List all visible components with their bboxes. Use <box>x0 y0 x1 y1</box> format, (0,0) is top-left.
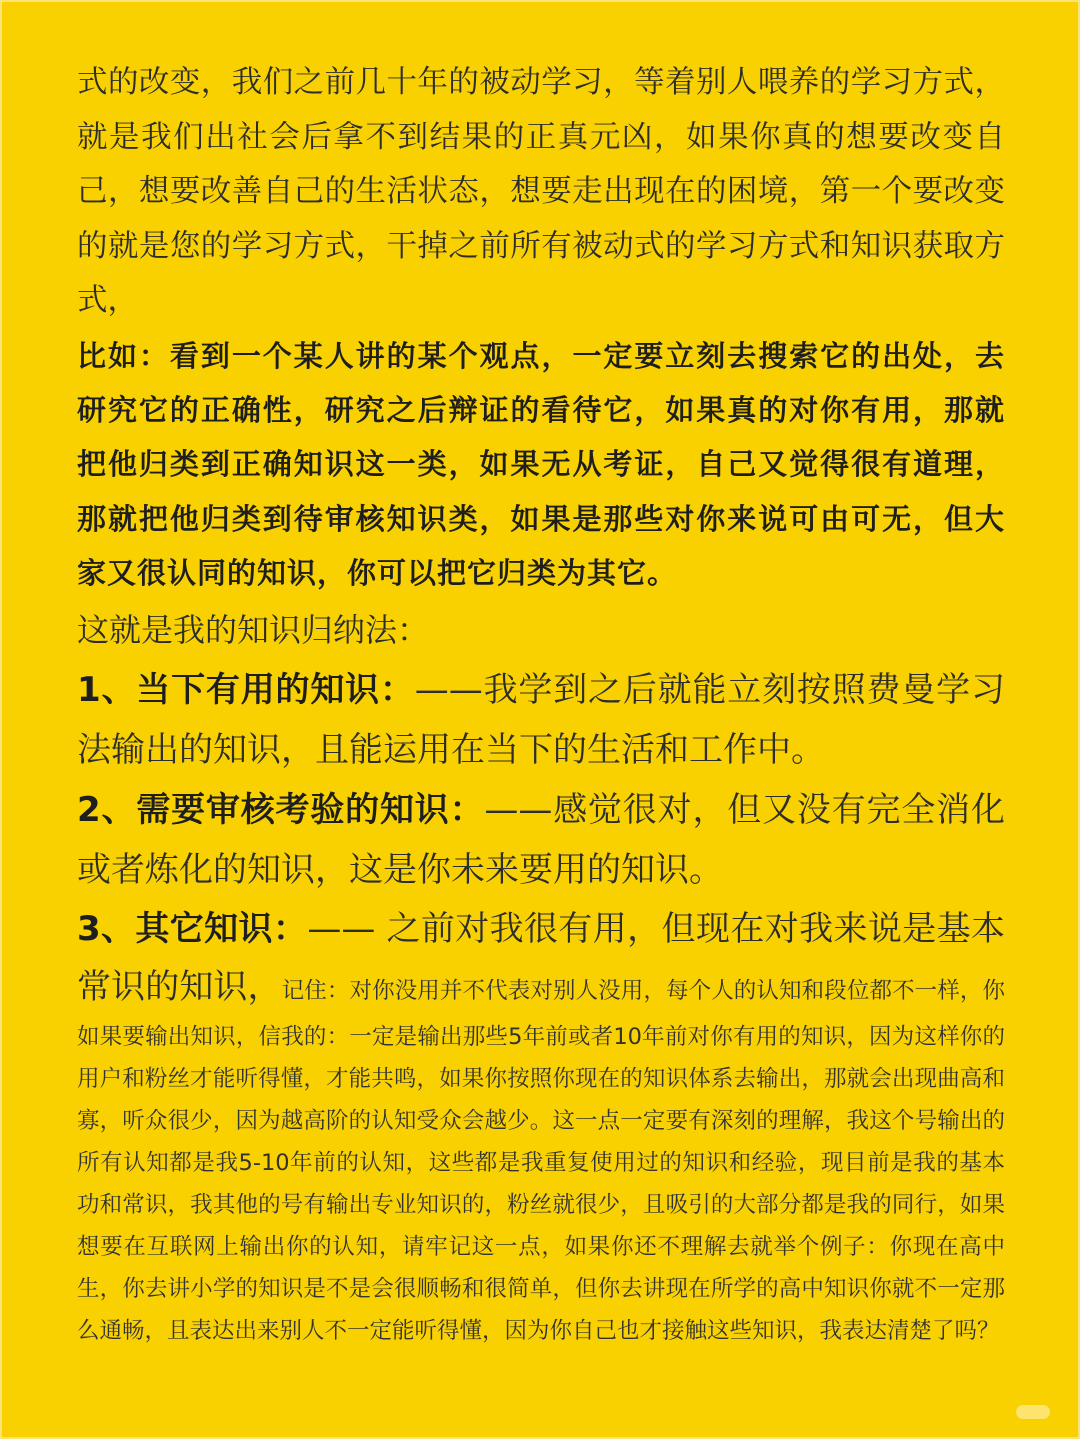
list-item-3-text: —— 之前对我很有用，但现在对我来说是基本常识的知识， <box>77 908 1005 1007</box>
list-item-1-label: 1、当下有用的知识： <box>77 669 415 710</box>
article-body <box>77 56 1005 1352</box>
list-item-1-text: ——我学到之后就能立刻按照费曼学习法输出的知识，且能运用在当下的生活和工作中。 <box>77 669 1005 770</box>
list-item-3-label: 3、其它知识： <box>77 908 308 949</box>
intro-paragraph: 式的改变，我们之前几十年的被动学习，等着别人喂养的学习方式，就是我们出社会后拿不到结果的正真元凶，如果你真的想要改变自己，想要改善自己的生活状态，想要走出现在的困境，第一个要改变的就是您的学习方式，干掉之前所有被动式的学习方式和知识获取方式， <box>77 65 1005 318</box>
list-item-2-label: 2、需要审核考验的知识： <box>77 789 485 830</box>
list-item-2 <box>77 780 1005 900</box>
example-paragraph: 比如：看到一个某人讲的某个观点，一定要立刻去搜索它的出处，去研究它的正确性，研究之后辩证的看待它，如果真的对你有用，那就把他归类到正确知识这一类，如果无从考证，自己又觉得很有道理，那就把他归类到待审核知识类，如果是那些对你来说可由可无，但大家又很认同的知识，你可以把它归类为其它。 <box>77 338 1005 591</box>
closing-paragraph: 记住：对你没用并不代表对别人没用，每个人的认知和段位都不一样，你如果要输出知识，信我的：一定是输出那些5年前或者10年前对你有用的知识，因为这样你的用户和粉丝才能听得懂，才能共鸣，如果你按照你现在的知识体系去输出，那就会出现曲高和寡，听众很少，因为越高阶的认知受众会越少。这一点一定要有深刻的理解，我这个号输出的所有认知都是我5-10年前的认知，这些都是我重复使用过的知识和经验，现目前是我的基本功和常识，我其他的号有输出专业知识的，粉丝就很少，且吸引的大部分都是我的同行，如果想要在互联网上输出你的认知，请牢记这一点，如果你还不理解去就举个例子：你现在高中生，你去讲小学的知识是不是会很顺畅和很简单，但你去讲现在所学的高中知识你就不一定那么通畅，且表达出来别人不一定能听得懂，因为你自己也才接触这些知识，我表达清楚了吗？ <box>77 977 1005 1344</box>
method-heading: 这就是我的知识归纳法： <box>77 610 430 649</box>
watermark-badge <box>1016 1405 1050 1419</box>
list-item-1 <box>77 660 1005 780</box>
list-item-2-text: ——感觉很对，但又没有完全消化或者炼化的知识，这是你未来要用的知识。 <box>77 789 1005 890</box>
list-item-3-and-closing <box>77 900 1005 1352</box>
